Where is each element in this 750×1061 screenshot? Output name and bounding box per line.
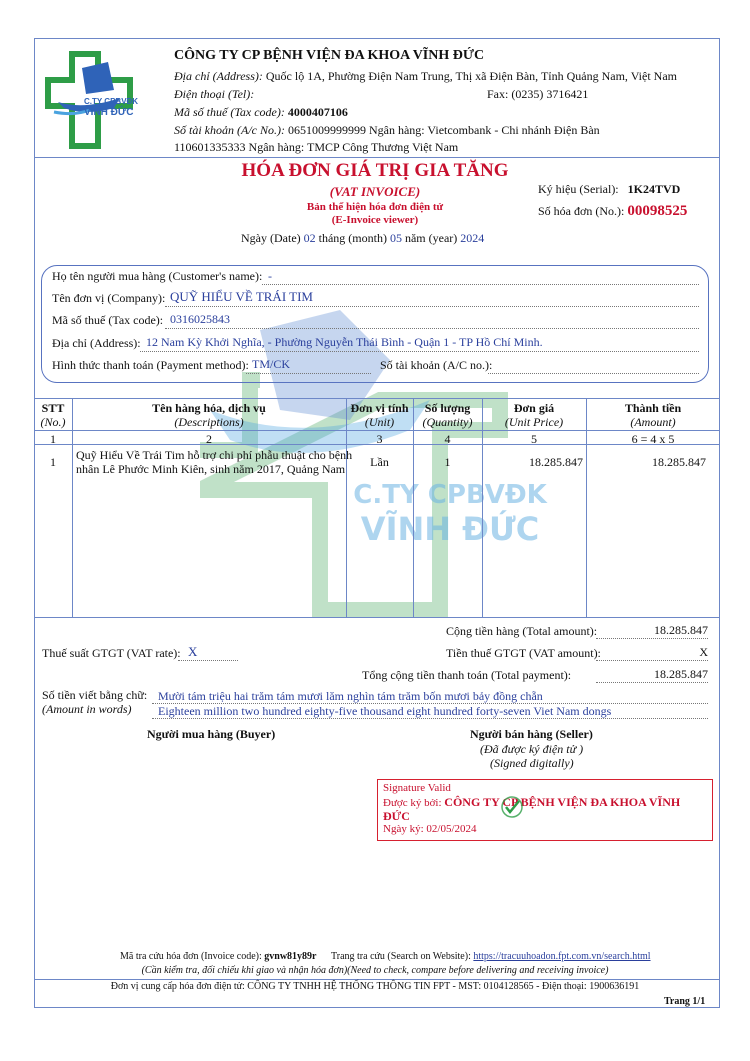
company-fax: (0235) 3716421 [511,87,589,101]
header-desc: Tên hàng hóa, dịch vụ [152,401,266,415]
header-price-en: (Unit Price) [504,415,564,429]
logo-text-top: C.TY CPBVĐK [84,97,139,106]
buyer-address-label: Địa chỉ (Address): [52,336,141,350]
vat-amount-line [596,660,708,661]
buyer-company-line [165,306,699,307]
invoice-viewer-vi: Bản thể hiện hóa đơn điện tử [306,201,444,213]
row-price: 18.285.847 [529,455,583,469]
company-address-row [174,69,677,84]
company-account-1: 0651009999999 Ngân hàng: Vietcombank - Chi nhánh Điện Bàn [287,123,600,137]
invoice-number-label: Số hóa đơn (No.): [538,204,625,218]
check-icon [500,795,524,819]
buyer-tax-code: 0316025843 [170,312,230,326]
date-thang-label: tháng (month) [318,231,387,245]
row-unit: Lần [370,455,389,469]
header-qty: Số lượng [424,401,471,415]
payment-method: TM/CK [252,357,291,371]
invoice-viewer-en: (E-Invoice viewer) [331,214,419,226]
serial-value: 1K24TVD [627,182,681,196]
company-fax-label: Fax: [487,87,509,101]
total-payment-label: Tổng cộng tiền thanh toán (Total payment): [362,668,572,682]
buyer-company: QUỸ HIỂU VỀ TRÁI TIM [170,289,313,304]
table-header-border [34,430,720,431]
lookup-code: gvnw81y89r [264,951,317,962]
company-tax-label: Mã số thuế (Tax code): [174,105,285,119]
company-account-2: 110601335333 Ngân hàng: TMCP Công Thương Việt Nam [174,140,459,154]
signed-by-row [383,795,680,810]
invoice-number-row [538,203,687,220]
vat-amount-label: Tiền thuế GTGT (VAT amount): [446,646,601,660]
amount-words-label-en: (Amount in words) [42,702,132,716]
row-no: 1 [50,455,56,469]
buyer-account-label: Số tài khoản (A/C no.): [380,358,493,372]
col-divider-4 [482,398,483,617]
buyer-account-line [488,373,699,374]
total-amount-label-text: Cộng tiền hàng (Total amount): [446,624,598,638]
seller-signature-label: Người bán hàng (Seller) [470,727,593,741]
payment-method-label: Hình thức thanh toán (Payment method): [52,358,249,372]
buyer-name-label: Họ tên người mua hàng (Customer's name): [52,269,263,283]
serial-label: Ký hiệu (Serial): [538,182,619,196]
footer-note: (Cần kiểm tra, đối chiếu khi giao và nhận hóa đơn)(Need to check, compare before delivering and receiving invoice) [141,965,609,976]
seller-signed-note-vi: (Đã được ký điện tử ) [480,742,584,756]
logo-text-bottom: VĨNH ĐỨC [84,107,134,118]
header-price: Đơn giá [513,401,555,415]
signature-valid: Signature Valid [383,782,451,794]
lookup-site-label: Trang tra cứu (Search on Website): [331,951,471,962]
seller-signed-note-en: (Signed digitally) [490,756,574,770]
watermark-line-2: VĨNH ĐỨC [360,510,540,548]
page-number: Trang 1/1 [664,996,706,1007]
index-cell: 5 [531,432,537,446]
date-year: 2024 [460,231,485,245]
row-desc-line-2: nhân Lê Phước Minh Kiên, sinh năm 2017, Quảng Nam [76,462,346,476]
buyer-name-line [262,284,699,285]
lookup-site-link[interactable]: https://tracuuhoadon.fpt.com.vn/search.html [473,951,651,962]
signed-by-name: CÔNG TY CP BỆNH VIỆN ĐA KHOA VĨNH [444,795,681,809]
total-payment-line [596,682,708,683]
invoice-title: HÓA ĐƠN GIÁ TRỊ GIA TĂNG [241,160,509,181]
company-phone-label: Điện thoại (Tel): [174,87,255,101]
company-tax-code: 4000407106 [287,105,348,119]
buyer-address: 12 Nam Kỳ Khởi Nghĩa, - Phường Nguyễn Thái Bình - Quận 1 - TP Hồ Chí Minh. [146,335,543,349]
header-desc-en: (Descriptions) [174,415,244,429]
company-tax-row [174,105,348,120]
vat-rate-label: Thuế suất GTGT (VAT rate): [42,646,181,660]
buyer-signature-label: Người mua hàng (Buyer) [147,727,276,741]
vat-rate: X [188,644,198,659]
buyer-company-label: Tên đơn vị (Company): [52,291,166,305]
col-divider-1 [72,398,73,617]
index-cell: 4 [444,432,451,446]
index-cell: 3 [376,432,383,446]
amount-words-line-2 [152,718,708,719]
row-amount: 18.285.847 [652,455,706,469]
invoice-date [241,231,484,246]
vat-amount: X [699,645,708,659]
sign-date: 02/05/2024 [426,823,477,835]
index-cell: 6 = 4 x 5 [631,432,675,446]
company-fax-row [487,87,588,102]
company-account-label: Số tài khoản (A/c No.): [174,123,285,137]
buyer-tax-line [165,328,699,329]
watermark-line-1: C.TY CPBVĐK [353,480,547,510]
header-qty-en: (Quantity) [422,415,473,429]
header-amount-en: (Amount) [630,415,676,429]
row-desc-line-1: Quỹ Hiểu Về Trái Tim hỗ trợ chi phí phẫu thuật cho bệnh [76,448,353,462]
amount-words-en: Eighteen million two hundred eighty-five thousand eight hundred forty-seven Viet Nam dongs [158,704,612,718]
signed-by-label: Được ký bởi: [383,797,442,809]
header-unit: Đơn vị tính [350,401,409,415]
header-divider [34,157,720,158]
company-name: CÔNG TY CP BỆNH VIỆN ĐA KHOA VĨNH ĐỨC [174,48,485,63]
buyer-tax-label: Mã số thuế (Tax code): [52,313,164,327]
col-divider-3 [413,398,414,617]
vat-rate-line [178,660,238,661]
row-qty: 1 [444,455,451,469]
total-amount: 18.285.847 [654,623,708,637]
serial-row [538,182,680,197]
sign-date-label: Ngày ký: [383,823,424,835]
total-amount-line [596,638,708,639]
date-month: 05 [389,231,402,245]
sign-date-row [383,823,477,835]
total-amount-label [446,624,597,639]
date-ngay-label: Ngày (Date) [241,231,301,245]
index-cell: 2 [206,432,212,446]
amount-words-label: Số tiền viết bằng chữ: [42,688,148,702]
company-account-row [174,123,600,138]
buyer-name: - [268,269,272,283]
company-address-label: Địa chỉ (Address): [174,69,263,83]
header-unit-en: (Unit) [364,415,395,429]
index-cell: 1 [50,432,56,446]
date-nam-label: năm (year) [404,231,458,245]
header-no-en: (No.) [40,415,66,429]
table-bottom-border [34,617,720,618]
date-day: 02 [303,231,316,245]
invoice-number: 00098525 [627,203,688,219]
col-divider-2 [346,398,347,617]
table-top-border [34,398,720,399]
total-payment: 18.285.847 [654,667,708,681]
amount-words-vi: Mười tám triệu hai trăm tám mươi lăm nghìn tám trăm bốn mươi bảy đồng chẵn [158,689,543,703]
buyer-address-line [140,351,699,352]
header-amount: Thành tiền [624,401,682,415]
footer-provider: Đơn vị cung cấp hóa đơn điện tử: CÔNG TY TNHH HỆ THỐNG THÔNG TIN FPT - MST: 0104128565 - Điện thoại: 1900636191 [110,981,640,992]
company-address: Quốc lộ 1A, Phường Điện Nam Trung, Thị xã Điện Bàn, Tỉnh Quảng Nam, Việt Nam [265,69,677,83]
footer-divider [34,979,720,980]
invoice-subtitle: (VAT INVOICE) [329,184,421,199]
col-divider-5 [586,398,587,617]
lookup-label: Mã tra cứu hóa đơn (Invoice code): [120,951,262,962]
payment-method-line [246,373,371,374]
lookup-row [120,951,651,962]
header-no: STT [41,401,65,415]
signed-by-name-cont: ĐỨC [383,809,410,823]
